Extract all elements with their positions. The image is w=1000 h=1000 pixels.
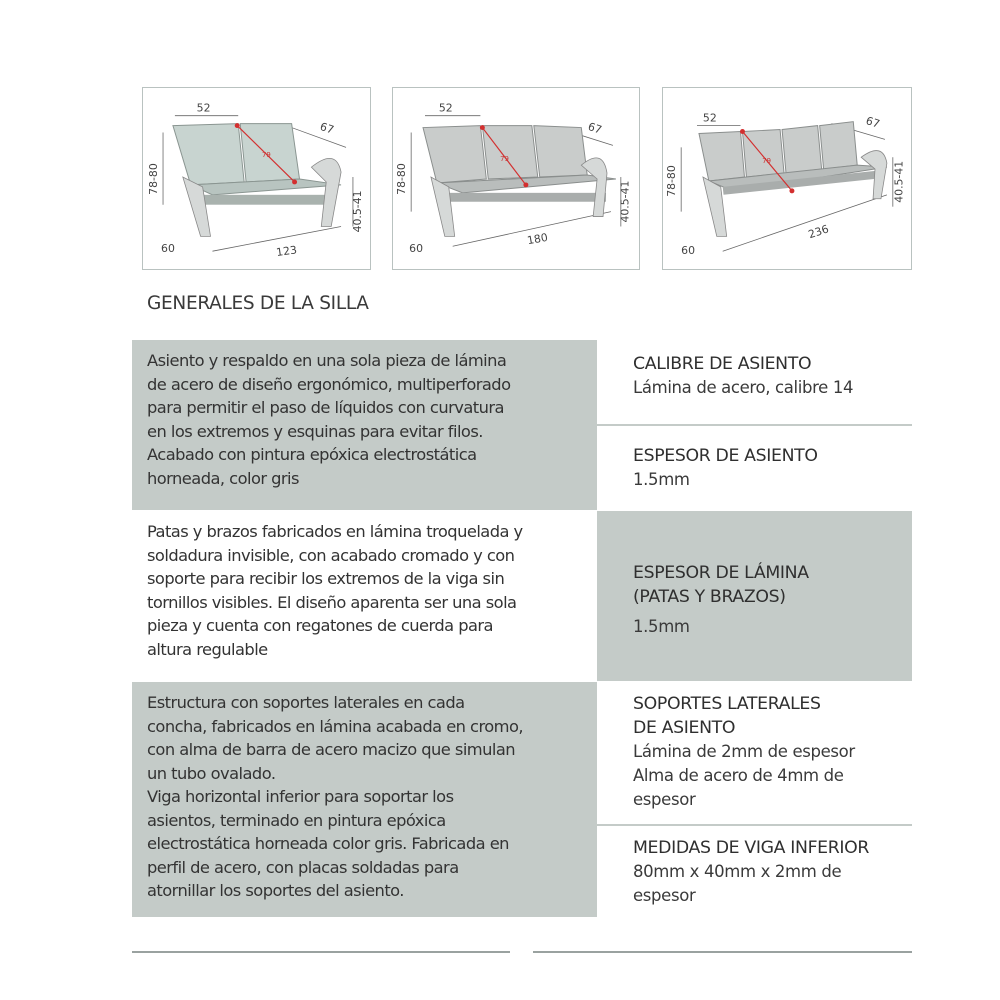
height-label: 78-80 <box>395 163 409 195</box>
length-label: 236 <box>806 222 831 242</box>
spec-title: MEDIDAS DE VIGA INFERIOR <box>633 838 870 858</box>
base-label: 60 <box>409 242 424 256</box>
length-label: 123 <box>275 243 298 260</box>
section-title: GENERALES DE LA SILLA <box>147 293 369 314</box>
diagonal-label: 79 <box>762 157 772 166</box>
spec-value: 1.5mm <box>633 617 690 636</box>
bench-diagram-2-seat <box>142 87 371 270</box>
footer-divider-right <box>533 951 912 953</box>
spec-value: 80mm x 40mm x 2mm de espesor <box>633 862 842 905</box>
spec-seat-gauge <box>597 340 912 425</box>
bench-diagram-4-seat <box>662 87 912 270</box>
seat-height-label: 40.5-41 <box>892 160 906 203</box>
depth-label: 67 <box>864 114 882 131</box>
description-legs-arms: Patas y brazos fabricados en lámina troquelada y soldadura invisible, con acabado cromado y con soporte para recibir los extremos de la viga sin tornillos visibles. El diseño aparenta ser una sola pieza y cuenta con regatones de cuerda para altura regulable <box>147 522 523 659</box>
spec-seat-thickness <box>597 426 912 510</box>
spec-title: ESPESOR DE LÁMINA (PATAS Y BRAZOS) <box>633 563 809 607</box>
spec-lateral-supports <box>597 682 912 824</box>
spec-beam-dimensions <box>597 826 912 917</box>
spec-title: ESPESOR DE ASIENTO <box>633 446 818 466</box>
description-structure: Estructura con soportes laterales en cada concha, fabricados en lámina acabada en cromo, con alma de barra de acero macizo que simulan un tubo ovalado. Viga horizontal inferior para soportar los asientos, terminado en pintura epóxica electrostática horneada color gris. Fabricada en perfil de acero, con placas soldadas para atornillar los soportes del asiento. <box>132 682 597 917</box>
diagonal-label: 79 <box>500 155 509 164</box>
description-seat: Asiento y respaldo en una sola pieza de lámina de acero de diseño ergonómico, multiperforado para permitir el paso de líquidos con curvatura en los extremos y esquinas para evitar filos. Acabado con pintura epóxica electrostática horneada, color gris <box>132 340 597 510</box>
height-label: 78-80 <box>147 163 161 195</box>
spec-sheet-thickness <box>597 511 912 681</box>
spec-title: SOPORTES LATERALES DE ASIENTO <box>633 694 821 738</box>
base-label: 60 <box>161 242 175 256</box>
width-label: 52 <box>438 101 453 115</box>
diagonal-label: 79 <box>261 151 271 160</box>
base-label: 60 <box>681 244 695 258</box>
depth-label: 67 <box>318 120 336 137</box>
height-label: 78-80 <box>665 165 679 197</box>
seat-height-label: 40.5-41 <box>618 180 632 223</box>
spec-value: Lámina de 2mm de espesor Alma de acero de 4mm de espesor <box>633 742 855 809</box>
bench-2-seat-illustration <box>143 88 370 269</box>
depth-label: 67 <box>586 120 604 137</box>
footer-divider-left <box>132 951 510 953</box>
spec-value: 1.5mm <box>633 470 690 489</box>
width-label: 52 <box>702 111 717 125</box>
length-label: 180 <box>526 230 549 248</box>
spec-title: CALIBRE DE ASIENTO <box>633 354 812 374</box>
width-label: 52 <box>196 101 211 115</box>
bench-3-seat-illustration <box>393 88 639 269</box>
bench-4-seat-illustration <box>663 88 911 269</box>
spec-value: Lámina de acero, calibre 14 <box>633 378 854 397</box>
seat-height-label: 40.5-41 <box>350 190 364 233</box>
bench-diagram-3-seat <box>392 87 640 270</box>
